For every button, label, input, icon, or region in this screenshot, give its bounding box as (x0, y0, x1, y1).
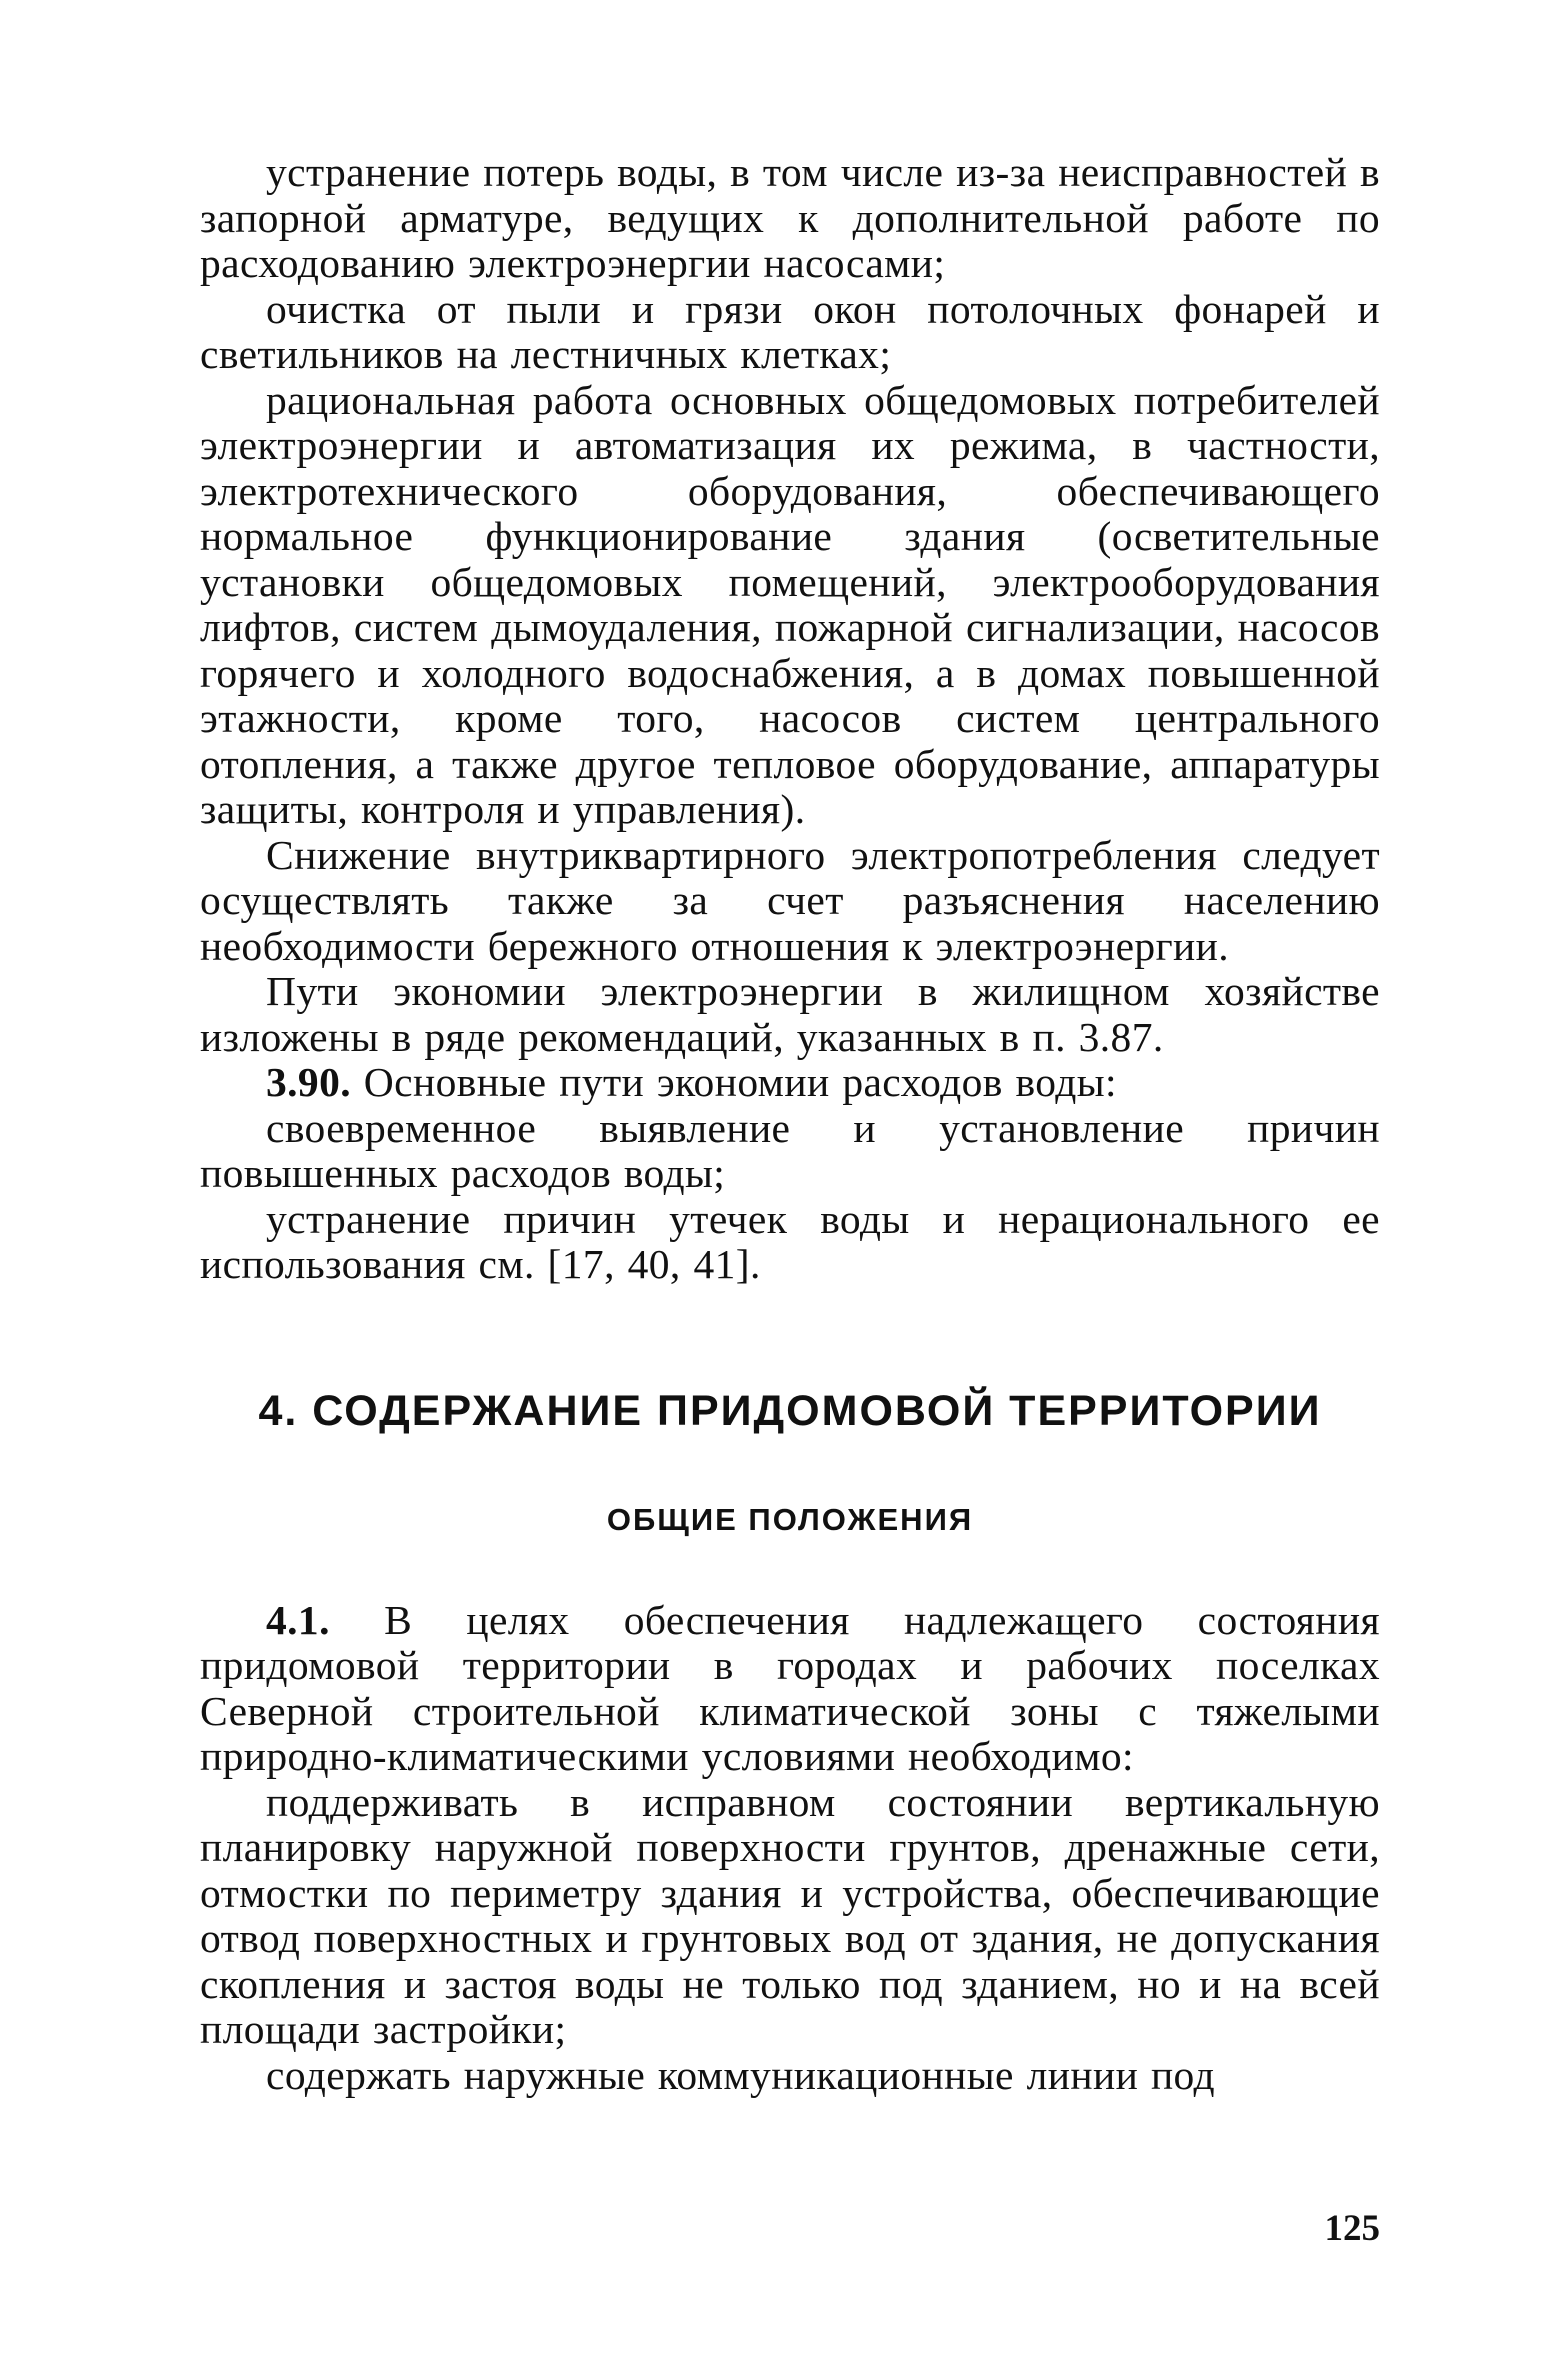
paragraph-leak-elimination: устранение причин утечек воды и нерационального ее использования см. [17, 40, 41]. (200, 1195, 1380, 1287)
paragraph-apartment-consumption: Снижение внутриквартирного электропотребления следует осуществлять также за счет разъяснения населению необходимости бережного отношения к электроэнергии. (200, 831, 1380, 969)
paragraph-window-cleaning: очистка от пыли и грязи окон потолочных фонарей и светильников на лестничных клетках; (200, 285, 1380, 377)
item-number-4-1: 4.1. (266, 1596, 330, 1643)
page-body (200, 150, 1380, 2098)
paragraph-economy-ways: Пути экономии электроэнергии в жилищном хозяйстве изложены в ряде рекомендаций, указанных в п. 3.87. (200, 968, 1380, 1060)
section-heading: ОБЩИЕ ПОЛОЖЕНИЯ (606, 1501, 974, 1537)
item-text-3-90: Основные пути экономии расходов воды: (363, 1059, 1117, 1105)
paragraph-rational-operation: рациональная работа основных общедомовых потребителей электроэнергии и автоматизация их режима, в частности, электротехнического оборудования, обеспечивающего нормальное функционирование здания (осветительные установки общедомовых помещений, электрооборудования лифтов, систем дымоудаления, пожарной сигнализации, насосов горячего и холодного водоснабжения, а в домах повышенной этажности, кроме того, насосов систем центрального отопления, а также другое тепловое оборудование, аппаратуры защиты, контроля и управления). (200, 376, 1380, 832)
paragraph-item-3-90 (200, 1060, 1380, 1106)
paragraph-water-loss: устранение потерь воды, в том числе из-за неисправностей в запорной арматуре, ведущих к дополнительной работе по расходованию электроэнергии насосами; (200, 149, 1380, 286)
paragraph-item-4-1 (200, 1598, 1380, 1780)
item-text-4-1: В целях обеспечения надлежащего состояния придомовой территории в городах и рабочих поселках Северной строительной климатической зоны с тяжелыми природно-климатическими условиями необходимо: (200, 1596, 1381, 1779)
page-number: 125 (1324, 2208, 1380, 2249)
item-number-3-90: 3.90. (266, 1059, 351, 1105)
paragraph-timely-detection: своевременное выявление и установление причин повышенных расходов воды; (200, 1104, 1380, 1196)
paragraph-communication-lines: содержать наружные коммуникационные линии под (266, 2051, 1216, 2098)
paragraph-vertical-planning: поддерживать в исправном состоянии вертикальную планировку наружной поверхности грунтов, дренажные сети, отмостки по периметру здания и устройства, обеспечивающие отвод поверхностных и грунтовых вод от здания, не допускания скопления и застоя воды не только под зданием, но и на всей площади застройки; (200, 1778, 1380, 2052)
chapter-heading: 4. СОДЕРЖАНИЕ ПРИДОМОВОЙ ТЕРРИТОРИИ (258, 1386, 1322, 1435)
